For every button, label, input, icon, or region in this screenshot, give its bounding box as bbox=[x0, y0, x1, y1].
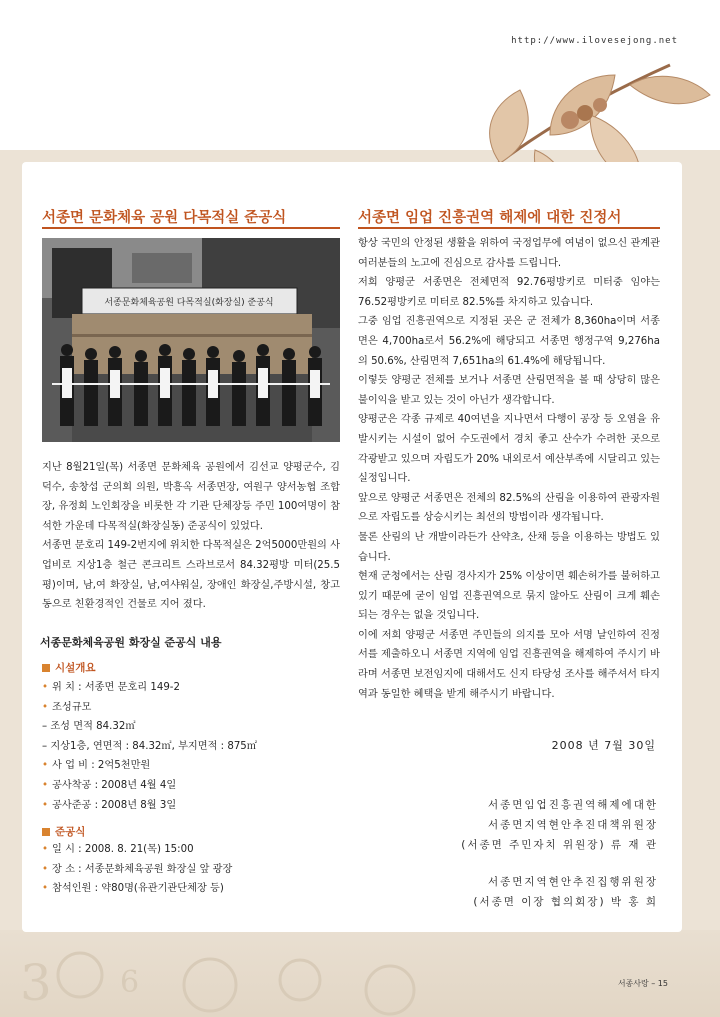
square-bullet-icon bbox=[42, 664, 50, 672]
left-body-paragraph-2: 서종면 문호리 149-2번지에 위치한 다목적실은 2억5000만원의 사업비로 지상1층 철근 콘크리트 스라브로서 84.32평방 미터(25.5평)이며, 남,여 화장실, 남,여샤워실, 장애인 화장실,주방시설, 창고동으로 친환경적인 건물로 지어 졌다. bbox=[42, 540, 340, 611]
list-item: – 조성 면적 84.32㎡ bbox=[42, 721, 136, 733]
list-item: • 공사준공 : 2008년 8월 3일 bbox=[42, 799, 177, 811]
dot-bullet-icon: • bbox=[42, 760, 49, 772]
dot-bullet-icon: • bbox=[42, 844, 49, 855]
right-body-paragraph-3: 그중 임업 진흥권역으로 지정된 곳은 군 전체가 8,360ha이며 서종면은 4,700ha로서 56.2%에 해당되고 서종면 행정구역 9,276ha의 50.6%, 산림면적 7,651ha의 61.4%에 해당됩니다. bbox=[358, 316, 660, 367]
list-item: • 공사착공 : 2008년 4월 4일 bbox=[42, 779, 177, 791]
decorative-number-pattern bbox=[0, 930, 450, 1017]
right-body-paragraph-9: 이에 저희 양평군 서종면 주민들의 의지를 모아 서명 날인하여 진정서를 제출하오니 서종면 지역에 임업 진흥권역을 해제하여 주시기 바라며 서종면 보전임지에 대해서도 신지 타당성 조사를 해주셔서 타지역과 동일한 혜택을 받게 해주시기 바랍니다. bbox=[358, 629, 660, 700]
facility-label-text: 시설개요 bbox=[55, 662, 96, 674]
right-title-underline bbox=[358, 227, 660, 229]
right-body-paragraph-2: 저희 양평군 서종면은 전체면적 92.76평방키로 미터중 임야는 76.52평방키로 미터로 82.5%를 차지하고 있습니다. bbox=[358, 277, 660, 308]
list-item: – 지상1층, 연면적 : 84.32㎡, 부지면적 : 875㎡ bbox=[42, 740, 257, 752]
right-body-paragraph-4: 이렇듯 양평군 전체를 보거나 서종면 산림면적을 볼 때 상당히 많은 불이익을 받고 있는 것이 아닌가 생각합니다. bbox=[358, 375, 660, 406]
dot-bullet-icon: • bbox=[42, 799, 49, 811]
ceremony-photo bbox=[42, 238, 340, 442]
petition-date: 2008 년 7월 30일 bbox=[551, 739, 656, 752]
dot-bullet-icon: • bbox=[42, 883, 49, 895]
list-item: • 조성규모 bbox=[42, 701, 92, 713]
list-item: • 참석인원 : 약80명(유관기관단체장 등) bbox=[42, 883, 224, 895]
signature-block-2 bbox=[473, 872, 658, 912]
right-body-paragraph-8: 현재 군청에서는 산림 경사지가 25% 이상이면 훼손허가를 불허하고 있기 때문에 굳이 임업 진흥권역으로 묶지 않아도 산림이 크게 훼손되는 경우는 없을 것입니다. bbox=[358, 571, 660, 622]
svg-text:3: 3 bbox=[20, 954, 52, 1012]
right-article-body bbox=[358, 234, 660, 704]
ceremony-section-label bbox=[42, 824, 85, 839]
facility-list bbox=[42, 678, 257, 815]
list-item: • 장 소 : 서종문화체육공원 화장실 앞 광장 bbox=[42, 863, 233, 875]
left-article-body bbox=[42, 458, 340, 615]
signature-line: 서종면지역현안추진집행위원장 bbox=[487, 876, 658, 888]
left-article-title: 서종면 문화체육 공원 다목적실 준공식 bbox=[42, 210, 287, 226]
signature-line: (서종면 주민자치 위원장) 류 재 관 bbox=[461, 839, 658, 851]
signature-line: 서종면임업진흥권역해제에대한 bbox=[487, 799, 658, 811]
dot-bullet-icon: • bbox=[42, 682, 49, 693]
signature-block-1 bbox=[461, 795, 658, 855]
dot-bullet-icon: • bbox=[42, 779, 49, 791]
square-bullet-icon bbox=[42, 828, 50, 836]
signature-line: (서종면 이장 협의회장) 박 홍 희 bbox=[473, 896, 658, 908]
list-item: • 일 시 : 2008. 8. 21(목) 15:00 bbox=[42, 844, 194, 855]
photo-banner-text: 서종문화체육공원 다목적실(화장실) 준공식 bbox=[104, 298, 274, 308]
facility-section-label bbox=[42, 660, 96, 675]
page-number: 서종사랑 – 15 bbox=[617, 979, 668, 988]
dot-bullet-icon: • bbox=[42, 701, 49, 713]
right-body-paragraph-1: 항상 국민의 안정된 생활을 위하여 국정업무에 여념이 없으신 관계관 여러분들의 노고에 진심으로 감사를 드립니다. bbox=[358, 238, 660, 269]
ceremony-list bbox=[42, 840, 232, 899]
svg-text:6: 6 bbox=[120, 965, 140, 1000]
dot-bullet-icon: • bbox=[42, 863, 49, 875]
ceremony-details-heading: 서종문화체육공원 화장실 준공식 내용 bbox=[40, 636, 222, 649]
left-body-paragraph-1: 지난 8월21일(목) 서종면 문화체육 공원에서 김선교 양평군수, 김덕수, 송창섭 군의회 의원, 박흥옥 서종면장, 여원구 양서농협 조합장, 유정희 노인회장을 비롯한 각 기관 단체장등 주민 100여명이 참석한 가운데 다목적실(화장실동) 준공식이 있었다. bbox=[42, 462, 340, 532]
left-title-underline bbox=[42, 227, 340, 229]
site-url: http://www.ilovesejong.net bbox=[511, 36, 678, 46]
ceremony-label-text: 준공식 bbox=[55, 826, 86, 838]
right-body-paragraph-5: 양평군은 각종 규제로 40여년을 지나면서 다행이 공장 등 오염을 유발시키는 시설이 없어 수도권에서 경치 좋고 산수가 수려한 곳으로 각광받고 있으며 자립도가 20% 내외로서 예산부족에 시달리고 있는 실정입니다. bbox=[358, 414, 660, 485]
signature-line: 서종면지역현안추진대책위원장 bbox=[487, 819, 658, 831]
right-body-paragraph-6: 앞으로 양평군 서종면은 전체의 82.5%의 산림을 이용하여 관광자원으로 자립도를 상승시키는 최선의 방법이라 생각됩니다. bbox=[358, 492, 660, 524]
right-body-paragraph-7: 물론 산림의 난 개발이라든가 산약초, 산채 등을 이용하는 방법도 있습니다. bbox=[358, 531, 660, 563]
list-item: • 사 업 비 : 2억5천만원 bbox=[42, 760, 151, 772]
right-article-title: 서종면 임업 진흥권역 해제에 대한 진정서 bbox=[358, 210, 622, 226]
list-item: • 위 치 : 서종면 문호리 149-2 bbox=[42, 682, 180, 693]
